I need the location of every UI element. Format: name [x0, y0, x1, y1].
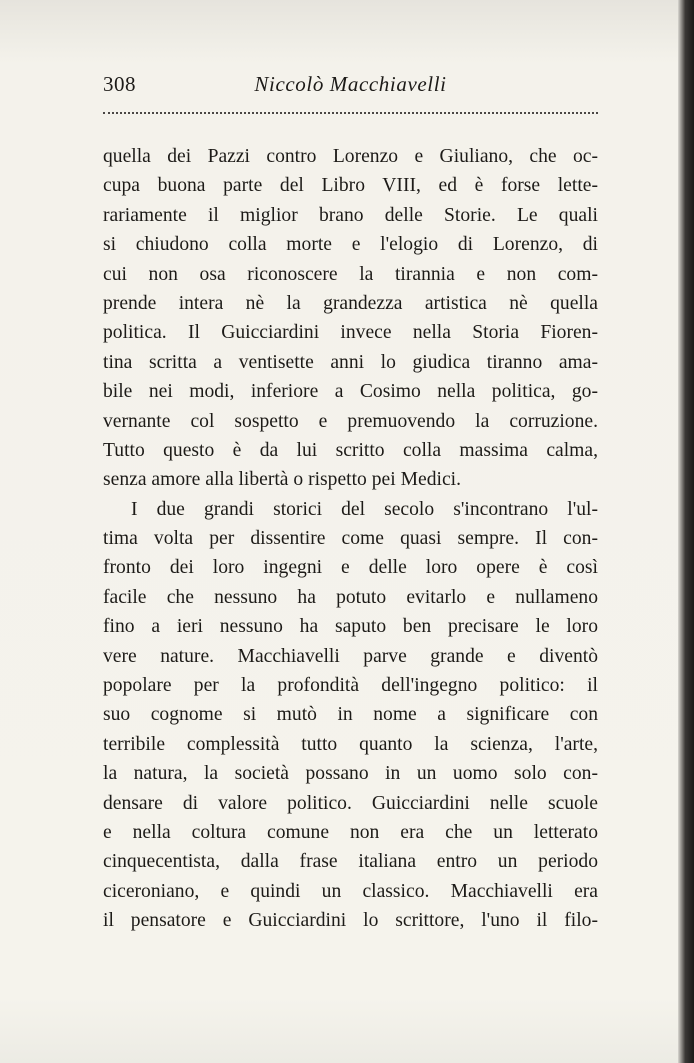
page-number: 308: [103, 72, 136, 96]
body-text: [103, 142, 598, 936]
running-header: [103, 72, 598, 102]
text-line: il pensatore e Guicciardini lo scrittore, l'uno il filo-: [103, 910, 598, 932]
text-line: densare di valore politico. Guicciardini nelle scuole: [103, 792, 598, 814]
text-line: ciceroniano, e quindi un classico. Macchiavelli era: [103, 880, 598, 902]
text-line: I due grandi storici del secolo s'incontrano l'ul-: [131, 498, 598, 520]
text-line: Tutto questo è da lui scritto colla massima calma,: [103, 439, 598, 461]
text-line: la natura, la società possano in un uomo solo con-: [103, 763, 598, 785]
text-line: tina scritta a ventisette anni lo giudica tiranno ama-: [103, 351, 598, 373]
text-line: suo cognome si mutò in nome a significare con: [103, 704, 598, 726]
text-line: quella dei Pazzi contro Lorenzo e Giuliano, che oc-: [103, 146, 598, 167]
book-spine-edge: [678, 0, 694, 1063]
text-line: tima volta per dissentire come quasi sempre. Il con-: [103, 528, 598, 550]
text-line: prende intera nè la grandezza artistica nè quella: [103, 292, 598, 314]
text-line: vere nature. Macchiavelli parve grande e diventò: [103, 645, 598, 667]
text-line: politica. Il Guicciardini invece nella Storia Fioren-: [103, 322, 598, 344]
header-rule: [103, 112, 598, 114]
text-line: cui non osa riconoscere la tirannia e non com-: [103, 263, 598, 285]
text-line: cupa buona parte del Libro VIII, ed è forse lette-: [103, 175, 598, 197]
text-line: senza amore alla libertà o rispetto pei Medici.: [103, 469, 461, 491]
text-line: popolare per la profondità dell'ingegno politico: il: [103, 675, 598, 697]
text-line: cinquecentista, dalla frase italiana entro un periodo: [103, 851, 598, 873]
text-line: bile nei modi, inferiore a Cosimo nella politica, go-: [103, 381, 598, 403]
text-line: rariamente il miglior brano delle Storie. Le quali: [103, 204, 598, 226]
text-line: vernante col sospetto e premuovendo la corruzione.: [103, 410, 598, 432]
text-line: e nella coltura comune non era che un letterato: [103, 821, 598, 843]
text-line: fronto dei loro ingegni e delle loro opere è così: [103, 557, 598, 579]
running-title: Niccolò Macchiavelli: [254, 72, 447, 96]
text-line: facile che nessuno ha potuto evitarlo e nullameno: [103, 586, 598, 608]
text-line: fino a ieri nessuno ha saputo ben precisare le loro: [103, 616, 598, 638]
text-line: terribile complessità tutto quanto la scienza, l'arte,: [103, 733, 598, 755]
text-line: si chiudono colla morte e l'elogio di Lorenzo, di: [103, 234, 598, 256]
